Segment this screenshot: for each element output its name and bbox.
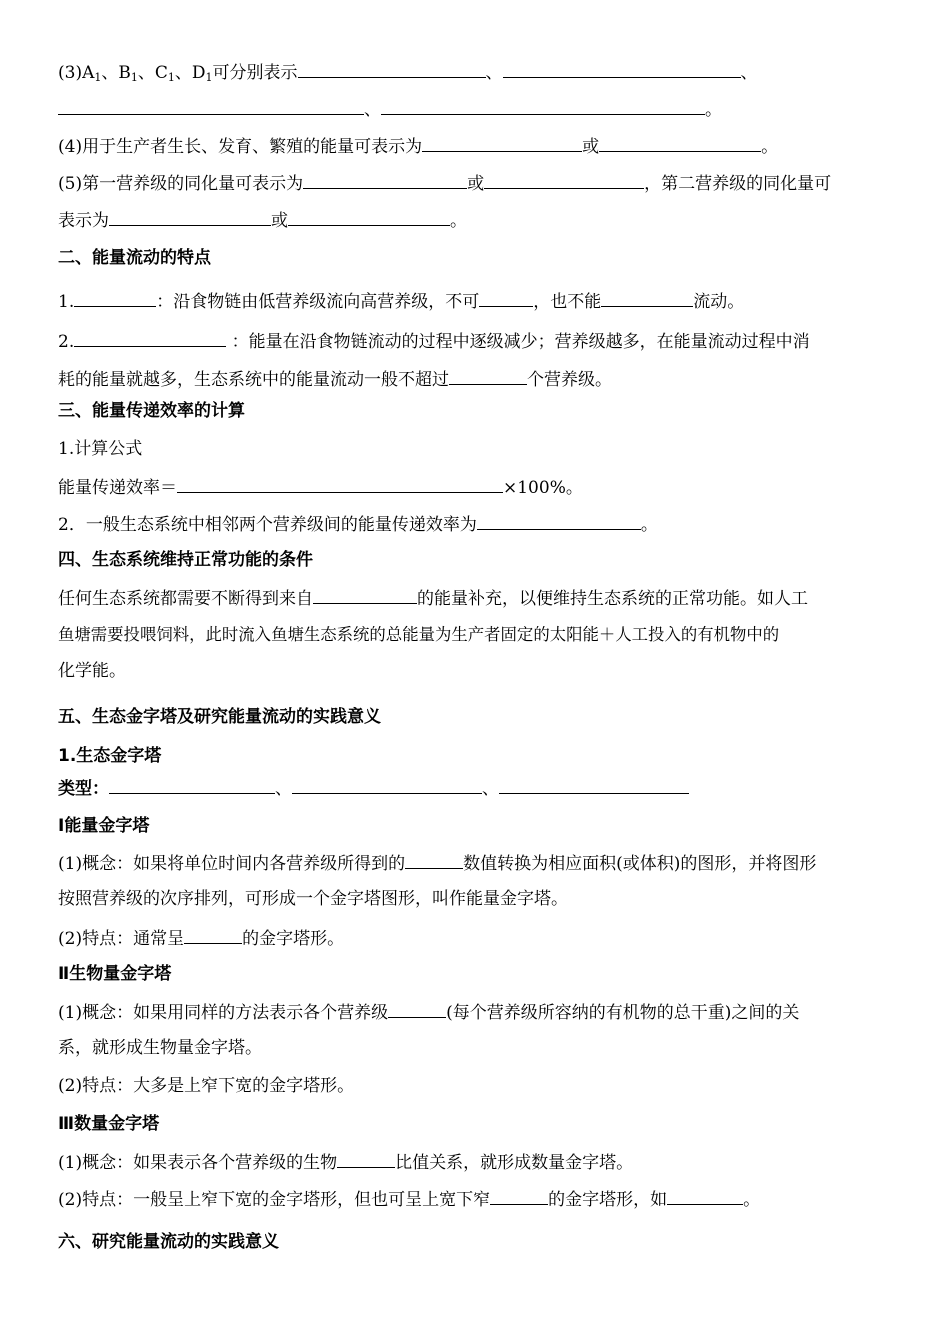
answer-blank[interactable] [484, 173, 644, 189]
question-4: (4)用于生产者生长、发育、繁殖的能量可表示为 或 。 [58, 137, 779, 157]
section-2-title: 二、能量流动的特点 [58, 248, 211, 268]
transfer-efficiency-range: 2．一般生态系统中相邻两个营养级间的能量传递效率为 。 [58, 515, 658, 535]
section-4-line1: 任何生态系统都需要不断得到来自 的能量补充，以便维持生态系统的正常功能。如人工 [58, 589, 808, 609]
answer-blank[interactable] [422, 136, 582, 152]
ecological-pyramid-heading: 1.生态金字塔 [58, 746, 162, 766]
answer-blank[interactable] [303, 173, 467, 189]
biomass-pyramid-concept-line2: 系，就形成生物量金字塔。 [58, 1038, 262, 1058]
number-pyramid-feature: (2)特点：一般呈上窄下宽的金字塔形，但也可呈上宽下窄 的金字塔形，如 。 [58, 1190, 761, 1210]
section-2-point-2-line2: 耗的能量就越多，生态系统中的能量流动一般不超过 个营养级。 [58, 370, 612, 390]
energy-pyramid-concept-line1: (1)概念：如果将单位时间内各营养级所得到的 数值转换为相应面积(或体积)的图形，并将图形 [58, 854, 817, 874]
answer-blank[interactable] [313, 588, 417, 604]
answer-blank[interactable] [449, 369, 527, 385]
answer-blank[interactable] [74, 331, 226, 347]
biomass-pyramid-feature: (2)特点：大多是上窄下宽的金字塔形。 [58, 1076, 355, 1096]
answer-blank[interactable] [667, 1189, 743, 1205]
answer-blank[interactable] [477, 514, 641, 530]
energy-pyramid-concept-line2: 按照营养级的次序排列，可形成一个金字塔图形，叫作能量金字塔。 [58, 889, 568, 909]
answer-blank[interactable] [381, 99, 705, 115]
answer-blank[interactable] [184, 928, 242, 944]
answer-blank[interactable] [292, 778, 482, 794]
answer-blank[interactable] [503, 62, 741, 78]
answer-blank[interactable] [74, 291, 156, 307]
answer-blank[interactable] [479, 291, 533, 307]
biomass-pyramid-concept-line1: (1)概念：如果用同样的方法表示各个营养级 (每个营养级所容纳的有机物的总干重)之间的关 [58, 1003, 800, 1023]
answer-blank[interactable] [601, 291, 693, 307]
formula-heading: 1.计算公式 [58, 439, 143, 459]
answer-blank[interactable] [109, 210, 271, 226]
answer-blank[interactable] [298, 62, 486, 78]
section-4-title: 四、生态系统维持正常功能的条件 [58, 550, 313, 570]
number-pyramid-concept: (1)概念：如果表示各个营养级的生物 比值关系，就形成数量金字塔。 [58, 1153, 634, 1173]
question-3-line2: 、 。 [58, 99, 722, 119]
answer-blank[interactable] [58, 99, 364, 115]
energy-pyramid-feature: (2)特点：通常呈 的金字塔形。 [58, 929, 345, 949]
section-6-title: 六、研究能量流动的实践意义 [58, 1232, 279, 1252]
answer-blank[interactable] [337, 1152, 395, 1168]
section-5-title: 五、生态金字塔及研究能量流动的实践意义 [58, 707, 381, 727]
answer-blank[interactable] [388, 1002, 446, 1018]
section-2-point-2-line1: 2. ：能量在沿食物链流动的过程中逐级减少；营养级越多，在能量流动过程中消 [58, 332, 810, 352]
transfer-efficiency-formula: 能量传递效率＝ ×100%。 [58, 478, 583, 498]
number-pyramid-title: Ⅲ数量金字塔 [58, 1114, 160, 1134]
section-4-line2: 鱼塘需要投喂饲料，此时流入鱼塘生态系统的总能量为生产者固定的太阳能＋人工投入的有机物中的 [58, 625, 780, 644]
answer-blank[interactable] [490, 1189, 548, 1205]
answer-blank[interactable] [405, 853, 463, 869]
question-5-line1: (5)第一营养级的同化量可表示为 或 ，第二营养级的同化量可 [58, 174, 832, 194]
answer-blank[interactable] [288, 210, 450, 226]
answer-blank[interactable] [499, 778, 689, 794]
question-3-line1: $(3)A_1$、$B_1$、$C_1$、$D_1$可分别表示 、 、 [58, 63, 758, 84]
section-2-point-1: 1. ：沿食物链由低营养级流向高营养级，不可 ，也不能 流动。 [58, 292, 745, 312]
biomass-pyramid-title: Ⅱ生物量金字塔 [58, 964, 172, 984]
answer-blank[interactable] [599, 136, 761, 152]
section-4-line3: 化学能。 [58, 661, 126, 681]
answer-blank[interactable] [177, 477, 503, 493]
question-5-line2: 表示为 或 。 [58, 211, 467, 231]
energy-pyramid-title: Ⅰ能量金字塔 [58, 816, 150, 836]
answer-blank[interactable] [109, 778, 275, 794]
section-3-title: 三、能量传递效率的计算 [58, 401, 245, 421]
pyramid-types: 类型： 、 、 [58, 778, 689, 798]
